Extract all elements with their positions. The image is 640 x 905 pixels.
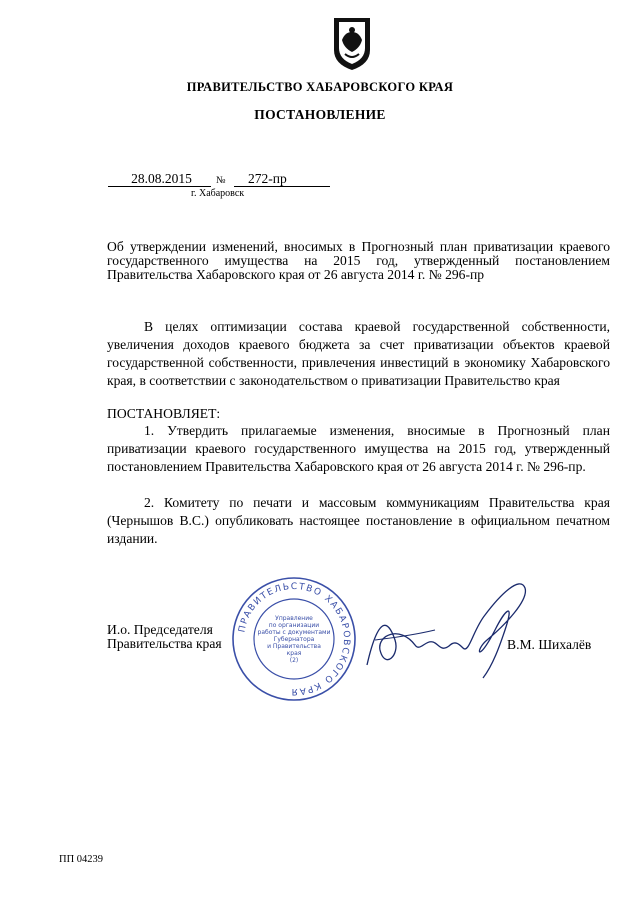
- document-date: 28.08.2015: [108, 171, 211, 187]
- item-2-paragraph: 2. Комитету по печати и массовым коммуникациям Правительства края (Чернышов В.С.) опубликовать настоящее постановление в официальном печатном издании.: [107, 495, 610, 546]
- signatory-role-line-2: Правительства края: [107, 636, 222, 651]
- signatory-role-line-1: И.о. Председателя: [107, 622, 213, 637]
- stamp-inner-line: по организации: [268, 622, 320, 629]
- svg-text:ПРАВИТЕЛЬСТВО ХАБАРОВСКОГО КРА: ПРАВИТЕЛЬСТВО ХАБАРОВСКОГО КРАЯ: [237, 581, 352, 697]
- government-title: ПРАВИТЕЛЬСТВО ХАБАРОВСКОГО КРАЯ: [186, 80, 454, 94]
- signatory-name: В.М. Шихалёв: [507, 637, 592, 652]
- preamble-paragraph: В целях оптимизации состава краевой государственной собственности, увеличения доходов краевого бюджета за счет приватизации объектов краевой государственной собственности, привлечения инвестиций в экономику Хабаровского края, в соответствии с законодательством о приватизации Правительство края: [107, 319, 610, 388]
- official-stamp: [230, 575, 358, 703]
- document-number: 272-пр: [234, 171, 330, 187]
- footer-code: ПП 04239: [59, 854, 104, 865]
- stamp-inner-line: Управление: [275, 615, 313, 622]
- handwritten-signature: [355, 570, 535, 690]
- city: г. Хабаровск: [191, 188, 245, 199]
- document-type: ПОСТАНОВЛЕНИЕ: [254, 107, 386, 122]
- coat-of-arms-icon: [330, 14, 374, 72]
- stamp-inner-line: Губернатора: [273, 636, 315, 643]
- stamp-inner-line: края: [286, 650, 302, 657]
- stamp-inner-line: (2): [289, 657, 299, 664]
- stamp-inner-line: работы с документами: [257, 629, 331, 636]
- number-sign: №: [216, 175, 226, 186]
- decree-word: ПОСТАНОВЛЯЕТ:: [107, 406, 221, 421]
- stamp-inner-line: и Правительства: [267, 643, 321, 650]
- item-1-paragraph: 1. Утвердить прилагаемые изменения, вносимые в Прогнозный план приватизации краевого государственного имущества на 2015 год, утвержденный постановлением Правительства Хабаровского края от 26 августа 2014 г. № 296-пр.: [107, 423, 610, 474]
- signatory-role: [107, 623, 222, 651]
- document-subject: Об утверждении изменений, вносимых в Прогнозный план приватизации краевого государственного имущества на 2015 год, утвержденный постановлением Правительства Хабаровского края от 26 августа 2014 г. № 296-пр: [107, 239, 610, 282]
